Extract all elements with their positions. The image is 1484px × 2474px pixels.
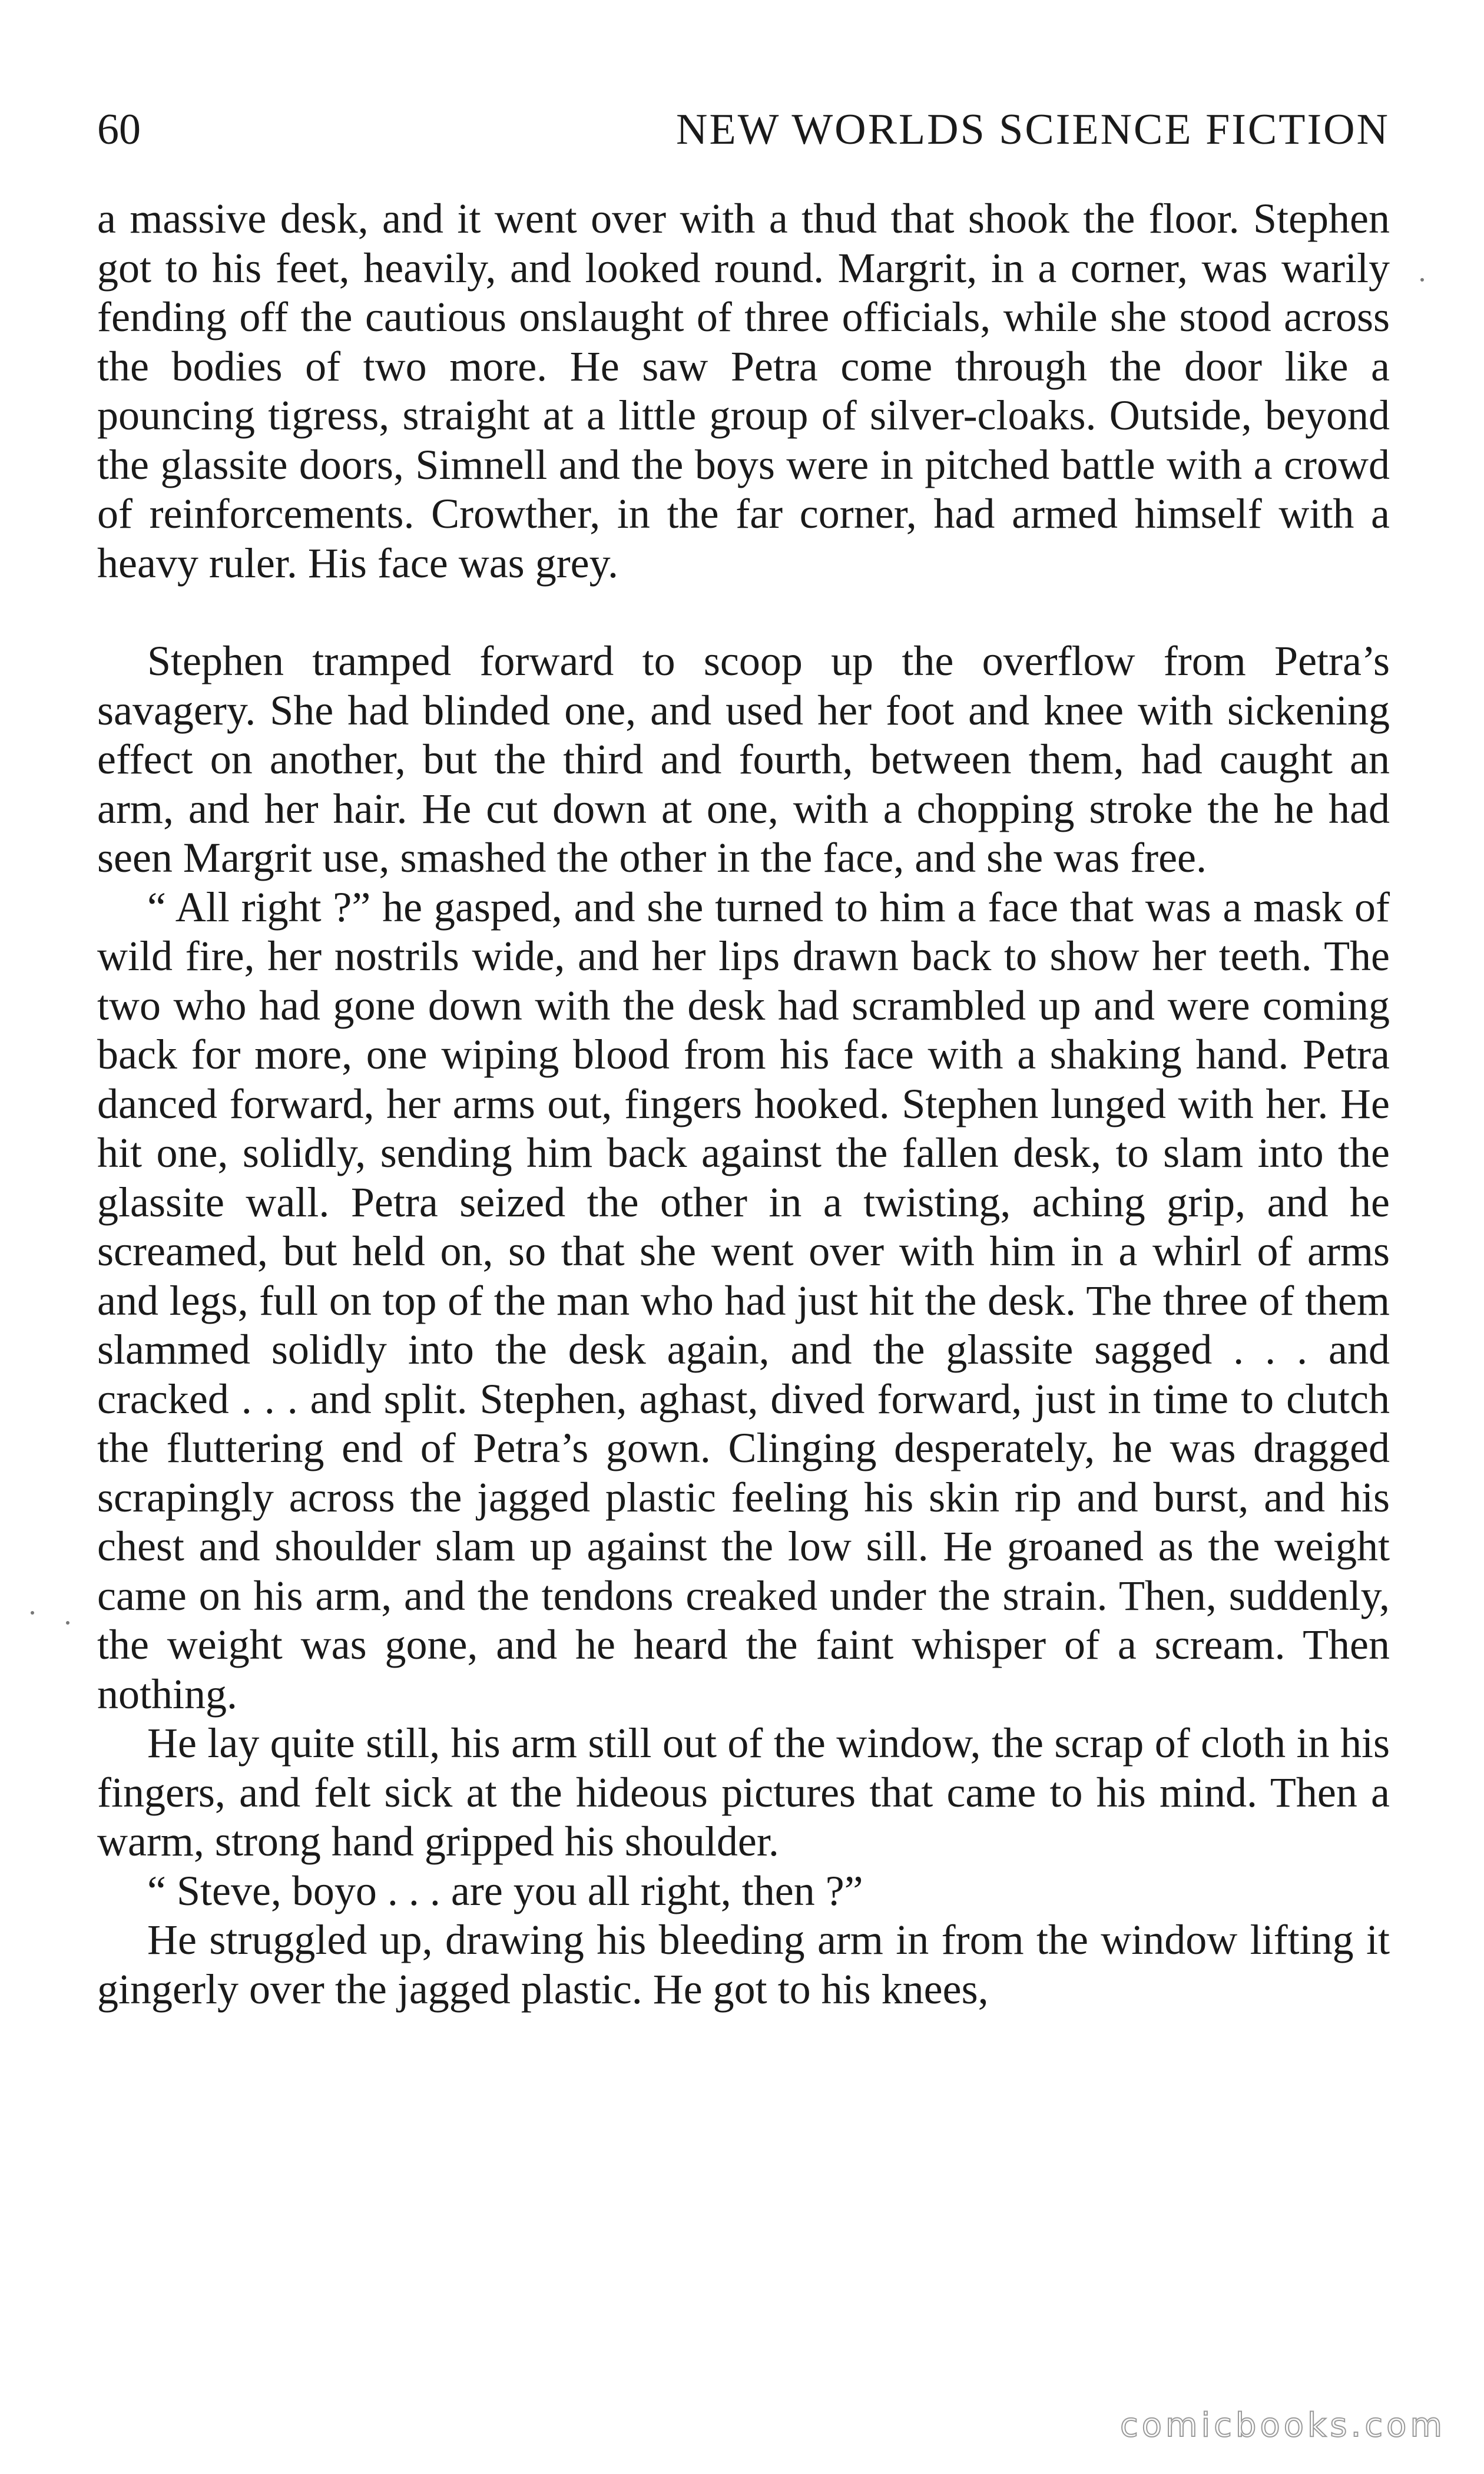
running-header — [97, 100, 1390, 159]
print-speck — [1420, 278, 1424, 282]
paragraph: “ Steve, boyo . . . are you all right, then ?” — [147, 1867, 863, 1914]
paragraph: He lay quite still, his arm still out of the window, the scrap of cloth in his fingers, and felt sick at the hideous pictures that came to his mind. Then a warm, strong hand gripped his shoulder. — [97, 1719, 1390, 1865]
journal-title: NEW WORLDS SCIENCE FICTION — [676, 105, 1390, 154]
paragraph: Stephen tramped forward to scoop up the overflow from Petra’s savagery. She had blinded one, and used her foot and knee with sickening effect on another, but the third and fourth, between them, had caught an arm, and her hair. He cut down at one, with a chopping stroke the he had seen Margrit use, smashed the other in the face, and she was free. — [97, 637, 1390, 881]
watermark: comicbooks.com — [1119, 2406, 1446, 2445]
paragraph: a massive desk, and it went over with a thud that shook the floor. Stephen got to his feet, heavily, and looked round. Margrit, in a corner, was warily fending off the cautious onslaught of three officials, while she stood across the bodies of two more. He saw Petra come through the door like a pouncing tigress, straight at a little group of silver-cloaks. Outside, beyond the glassite doors, Simnell and the boys were in pitched battle with a crowd of reinforcements. Crowther, in the far corner, had armed himself with a heavy ruler. His face was grey. — [97, 195, 1390, 587]
print-speck — [31, 1611, 34, 1615]
print-speck — [66, 1621, 69, 1625]
story-text — [97, 194, 1390, 2014]
paragraph: “ All right ?” he gasped, and she turned to him a face that was a mask of wild fire, her nostrils wide, and her lips drawn back to show her teeth. The two who had gone down with the desk had scrambled up and were coming back for more, one wiping blood from his face with a shaking hand. Petra danced forward, her arms out, fingers hooked. Stephen lunged with her. He hit one, solidly, sending him back against the fallen desk, to slam into the glassite wall. Petra seized the other in a twisting, aching grip, and he screamed, but held on, so that she went over with him in a whirl of arms and legs, full on top of the man who had just hit the desk. The three of them slammed solidly into the desk again, and the glassite sagged . . . and cracked . . . and split. Stephen, aghast, dived forward, just in time to clutch the fluttering end of Petra’s gown. Clinging desperately, he was dragged scrapingly across the jagged plastic feeling his skin rip and burst, and his chest and shoulder slam up against the low sill. He groaned as the weight came on his arm, and the tendons creaked under the strain. Then, suddenly, the weight was gone, and he heard the faint whisper of a scream. Then nothing. — [97, 883, 1390, 1718]
paragraph: He struggled up, drawing his bleeding arm in from the window lifting it gingerly over the jagged plastic. He got to his knees, — [97, 1916, 1390, 2013]
page-number: 60 — [97, 105, 141, 154]
